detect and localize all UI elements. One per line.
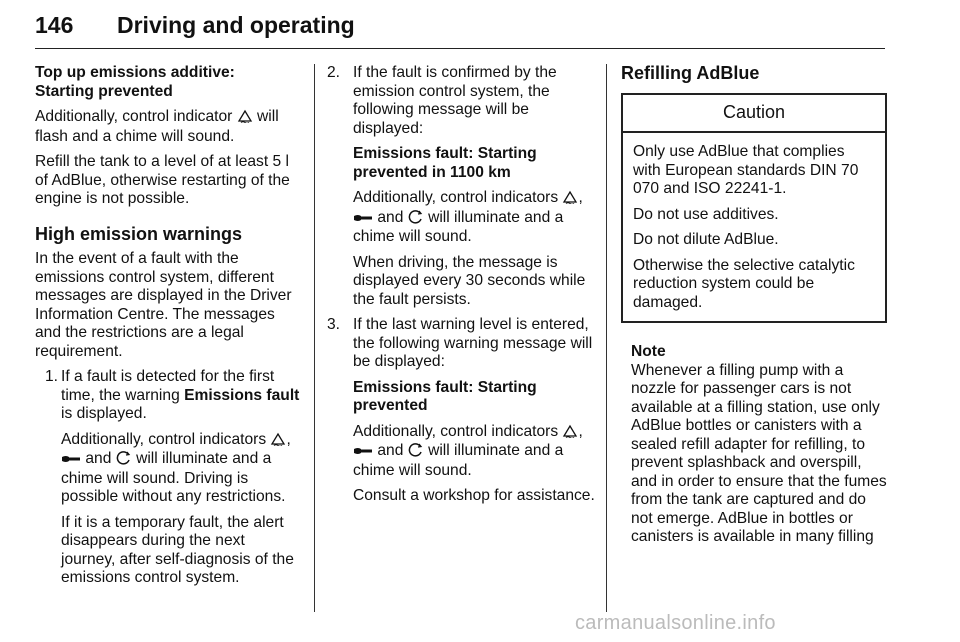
caution-body: Only use AdBlue that complies with European standards DIN 70 070 and ISO 22241-1. Do not use additives. Do not dilute AdBlue. Otherwise the selective catalytic reduction system could be damaged. bbox=[633, 143, 859, 311]
note-text: Whenever a filling pump with a nozzle for passenger cars is not available at a filling station, use only AdBlue bottles or canisters with a sealed refill adapter for refilling, to prevent splashback and overspill, and in order to ensure that the fumes from the tank are captured and do not emerge. AdBlue in bottles or canisters is available in many filling bbox=[631, 361, 887, 545]
engine-check-icon bbox=[116, 451, 132, 470]
emission-icon bbox=[237, 109, 253, 128]
emission-icon bbox=[562, 190, 578, 209]
list-item: 3. If the last warning level is entered, the following warning message will be displayed: Emissions fault: Starting prevented Additionally, control indicators , and will illuminate and a chime will sound. Consult a workshop for assistance. bbox=[327, 316, 595, 504]
paragraph: Additionally, control indicator will flash and a chime will sound. bbox=[35, 108, 279, 145]
engine-check-icon bbox=[408, 443, 424, 462]
page-header bbox=[35, 6, 885, 46]
emission-icon bbox=[270, 432, 286, 451]
list-number: 2. bbox=[327, 64, 341, 81]
section-heading: Refilling AdBlue bbox=[621, 63, 760, 83]
header-rule bbox=[35, 48, 885, 49]
column-left bbox=[35, 64, 301, 595]
subsection-title: Top up emissions additive: Starting prevented bbox=[35, 64, 235, 100]
list-number: 1. bbox=[45, 368, 59, 385]
list-number: 3. bbox=[327, 316, 341, 333]
glow-plug-icon bbox=[61, 451, 81, 470]
glow-plug-icon bbox=[353, 210, 373, 229]
column-divider bbox=[314, 64, 315, 612]
list-item: 2. If the fault is confirmed by the emission control system, the following message will be displayed: Emissions fault: Starting prevented in 1100 km Additionally, control indicators , and will illuminate and a chime will sound. When driving, the message is displayed every 30 seconds while the fault persists. bbox=[327, 64, 586, 308]
caution-title: Caution bbox=[623, 95, 885, 134]
paragraph: Refill the tank to a level of at least 5 l of AdBlue, otherwise restarting of the engine is not possible. bbox=[35, 153, 290, 207]
column-middle bbox=[327, 64, 595, 513]
caution-box bbox=[621, 93, 887, 324]
paragraph: In the event of a fault with the emissions control system, different messages are displayed in the Driver Information Centre. The messages and the restrictions are a legal requirement. bbox=[35, 250, 292, 360]
watermark: carmanualsonline.info bbox=[575, 612, 776, 634]
column-right bbox=[621, 64, 887, 547]
engine-check-icon bbox=[408, 210, 424, 229]
note-title: Note bbox=[631, 343, 666, 360]
list-item: 1. If a fault is detected for the first time, the warning Emissions fault is displayed. Additionally, control indicators , and will illuminate and a chime will sound. Driving is possible without any restrictions. If it is a temporary fault, the alert disappears during the next journey, after self-diagnosis of the emissions control system. bbox=[45, 368, 300, 586]
page-number: 146 bbox=[35, 12, 74, 38]
section-heading: High emission warnings bbox=[35, 223, 243, 244]
emission-icon bbox=[562, 424, 578, 443]
chapter-title: Driving and operating bbox=[117, 12, 355, 38]
glow-plug-icon bbox=[353, 443, 373, 462]
column-divider bbox=[606, 64, 607, 612]
